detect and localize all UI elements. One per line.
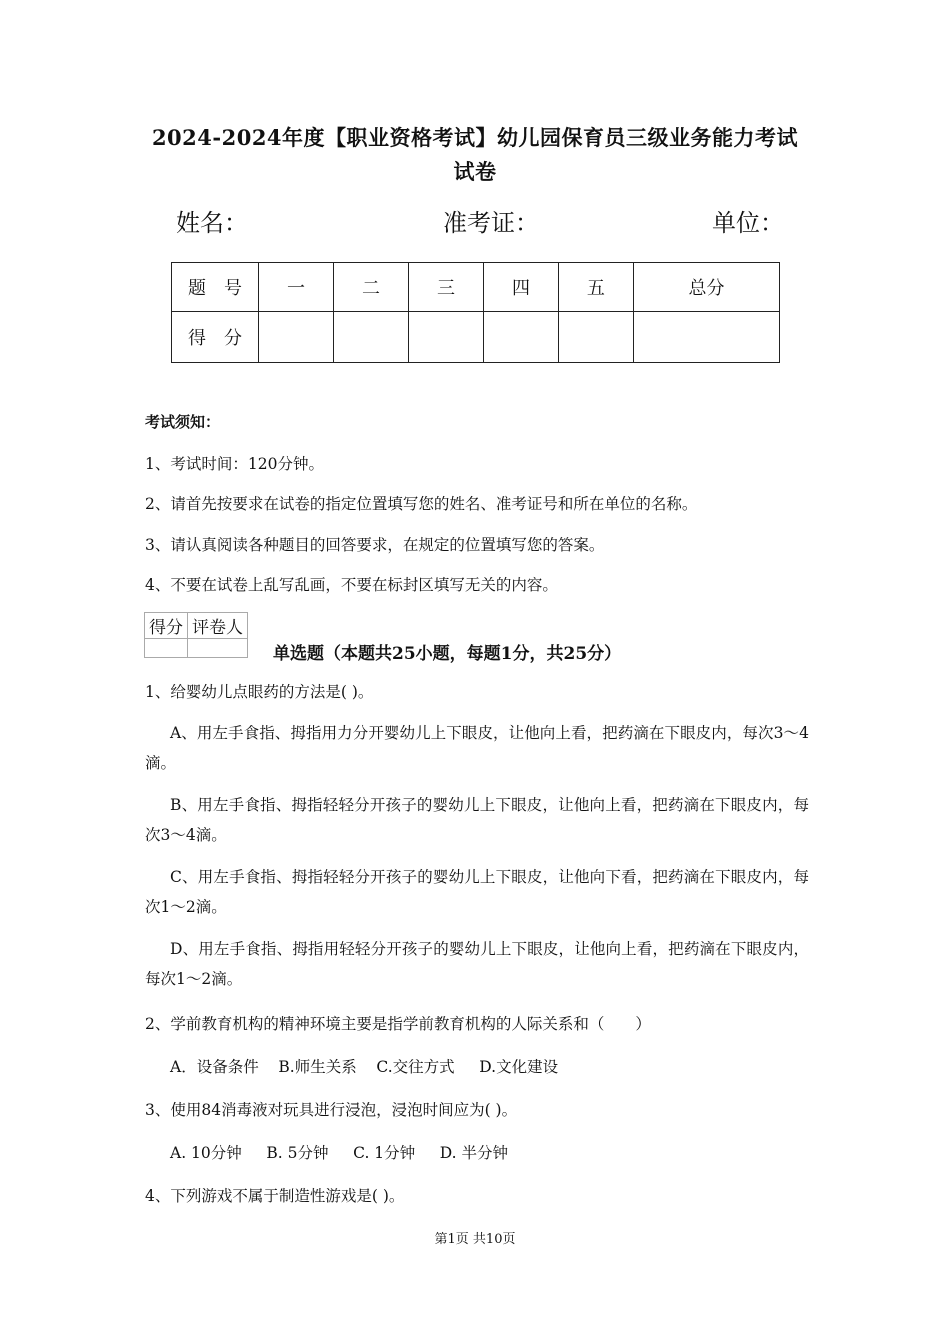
- score-header-cell: 三: [408, 263, 483, 312]
- score-header-cell: 四: [483, 263, 558, 312]
- score-cell[interactable]: [633, 312, 779, 363]
- question-options: A．设备条件 B.师生关系 C.交往方式 D.文化建设: [170, 1058, 559, 1076]
- grader-name-label: 评卷人: [188, 613, 248, 639]
- score-cell[interactable]: [333, 312, 408, 363]
- score-header-label: 题 号: [172, 263, 259, 312]
- exam-title-line2: 试卷: [453, 159, 497, 184]
- score-table-header-row: [172, 263, 780, 312]
- question-stem: 2、学前教育机构的精神环境主要是指学前教育机构的人际关系和（ ）: [145, 1015, 651, 1033]
- grader-box: [144, 612, 248, 658]
- score-table-score-row: [172, 312, 780, 363]
- option-d: D、用左手食指、拇指用轻轻分开孩子的婴幼儿上下眼皮，让他向上看，把药滴在下眼皮内，每次1～2滴。: [145, 940, 809, 988]
- exam-title-line1: 2024-2024年度【职业资格考试】幼儿园保育员三级业务能力考试: [151, 125, 799, 150]
- page-footer: 第1页 共10页: [434, 1232, 516, 1247]
- section-title: 单选题（本题共25小题，每题1分，共25分）: [273, 644, 622, 664]
- option-b: B、用左手食指、拇指轻轻分开孩子的婴幼儿上下眼皮，让他向上看，把药滴在下眼皮内，每次3～4滴。: [145, 796, 809, 844]
- notice-item: 3、请认真阅读各种题目的回答要求，在规定的位置填写您的答案。: [145, 536, 605, 554]
- grader-score-label: 得分: [145, 613, 188, 639]
- score-row-label: 得 分: [172, 312, 259, 363]
- question-stem: 1、给婴幼儿点眼药的方法是( )。: [145, 683, 374, 701]
- score-cell[interactable]: [408, 312, 483, 363]
- unit-label: 单位：: [712, 209, 784, 237]
- notice-item: 1、考试时间：120分钟。: [145, 455, 324, 473]
- score-table: [171, 262, 780, 363]
- notice-item: 4、不要在试卷上乱写乱画，不要在标封区填写无关的内容。: [145, 576, 558, 594]
- score-cell[interactable]: [483, 312, 558, 363]
- question-options: A. 10分钟 B. 5分钟 C. 1分钟 D. 半分钟: [170, 1144, 509, 1162]
- grader-score-cell[interactable]: [145, 639, 188, 658]
- question-stem: 3、使用84消毒液对玩具进行浸泡，浸泡时间应为( )。: [145, 1101, 518, 1119]
- grader-name-cell[interactable]: [188, 639, 248, 658]
- score-cell[interactable]: [558, 312, 633, 363]
- notice-item: 2、请首先按要求在试卷的指定位置填写您的姓名、准考证号和所在单位的名称。: [145, 495, 698, 513]
- score-header-cell: 二: [333, 263, 408, 312]
- option-a: A、用左手食指、拇指用力分开婴幼儿上下眼皮，让他向上看，把药滴在下眼皮内，每次3～4滴。: [145, 724, 809, 772]
- score-header-total: 总分: [633, 263, 779, 312]
- score-header-cell: 一: [259, 263, 334, 312]
- score-cell[interactable]: [259, 312, 334, 363]
- exam-id-label: 准考证：: [443, 209, 539, 237]
- notice-heading: 考试须知：: [145, 413, 221, 431]
- option-c: C、用左手食指、拇指轻轻分开孩子的婴幼儿上下眼皮，让他向下看，把药滴在下眼皮内，每次1～2滴。: [145, 868, 809, 916]
- score-header-cell: 五: [558, 263, 633, 312]
- question-stem: 4、下列游戏不属于制造性游戏是( )。: [145, 1187, 405, 1205]
- name-label: 姓名：: [176, 209, 248, 237]
